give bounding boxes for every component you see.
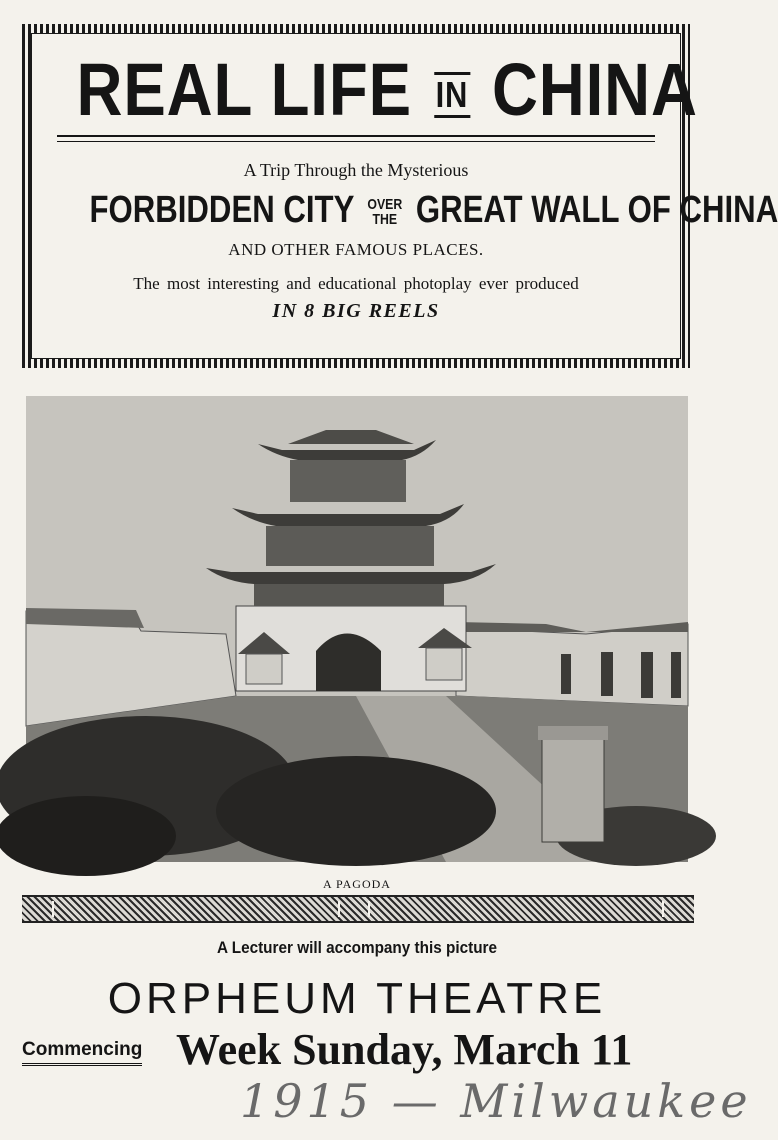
title-border-frame — [22, 24, 778, 368]
over-word: OVER — [367, 195, 403, 213]
over-the-label — [367, 197, 402, 227]
title-rule — [57, 135, 655, 142]
headline — [89, 189, 778, 232]
showing-date: Week Sunday, March 11 — [176, 1025, 633, 1074]
title-block — [31, 33, 778, 359]
band-separator — [368, 901, 370, 917]
title-part1: REAL LIFE — [76, 48, 412, 131]
headline-left: FORBIDDEN CITY — [89, 189, 354, 231]
band-separator — [338, 901, 340, 917]
band-separator — [662, 901, 664, 917]
title-part2: CHINA — [491, 48, 698, 131]
headline-right: GREAT WALL OF CHINA — [415, 189, 778, 231]
band-separator — [52, 901, 54, 917]
the-word: THE — [372, 210, 398, 228]
pagoda-image — [26, 396, 688, 862]
handwritten-annotation: 1915 — Milwaukee — [240, 1074, 752, 1128]
photo-caption: A PAGODA — [323, 877, 391, 891]
tagline: The most interesting and educational photoplay ever produced — [133, 274, 579, 293]
poster-title — [76, 47, 698, 133]
title-in: IN — [434, 72, 470, 118]
other-places: AND OTHER FAMOUS PLACES. — [228, 240, 484, 259]
subtitle: A Trip Through the Mysterious — [243, 160, 469, 180]
ornamental-band — [22, 895, 694, 923]
lecturer-note: A Lecturer will accompany this picture — [216, 938, 498, 957]
reels-label: IN 8 BIG REELS — [272, 300, 440, 322]
theatre-name: ORPHEUM THEATRE — [107, 974, 607, 1023]
commencing-label: Commencing — [22, 1039, 142, 1066]
pagoda-photograph — [26, 396, 688, 862]
